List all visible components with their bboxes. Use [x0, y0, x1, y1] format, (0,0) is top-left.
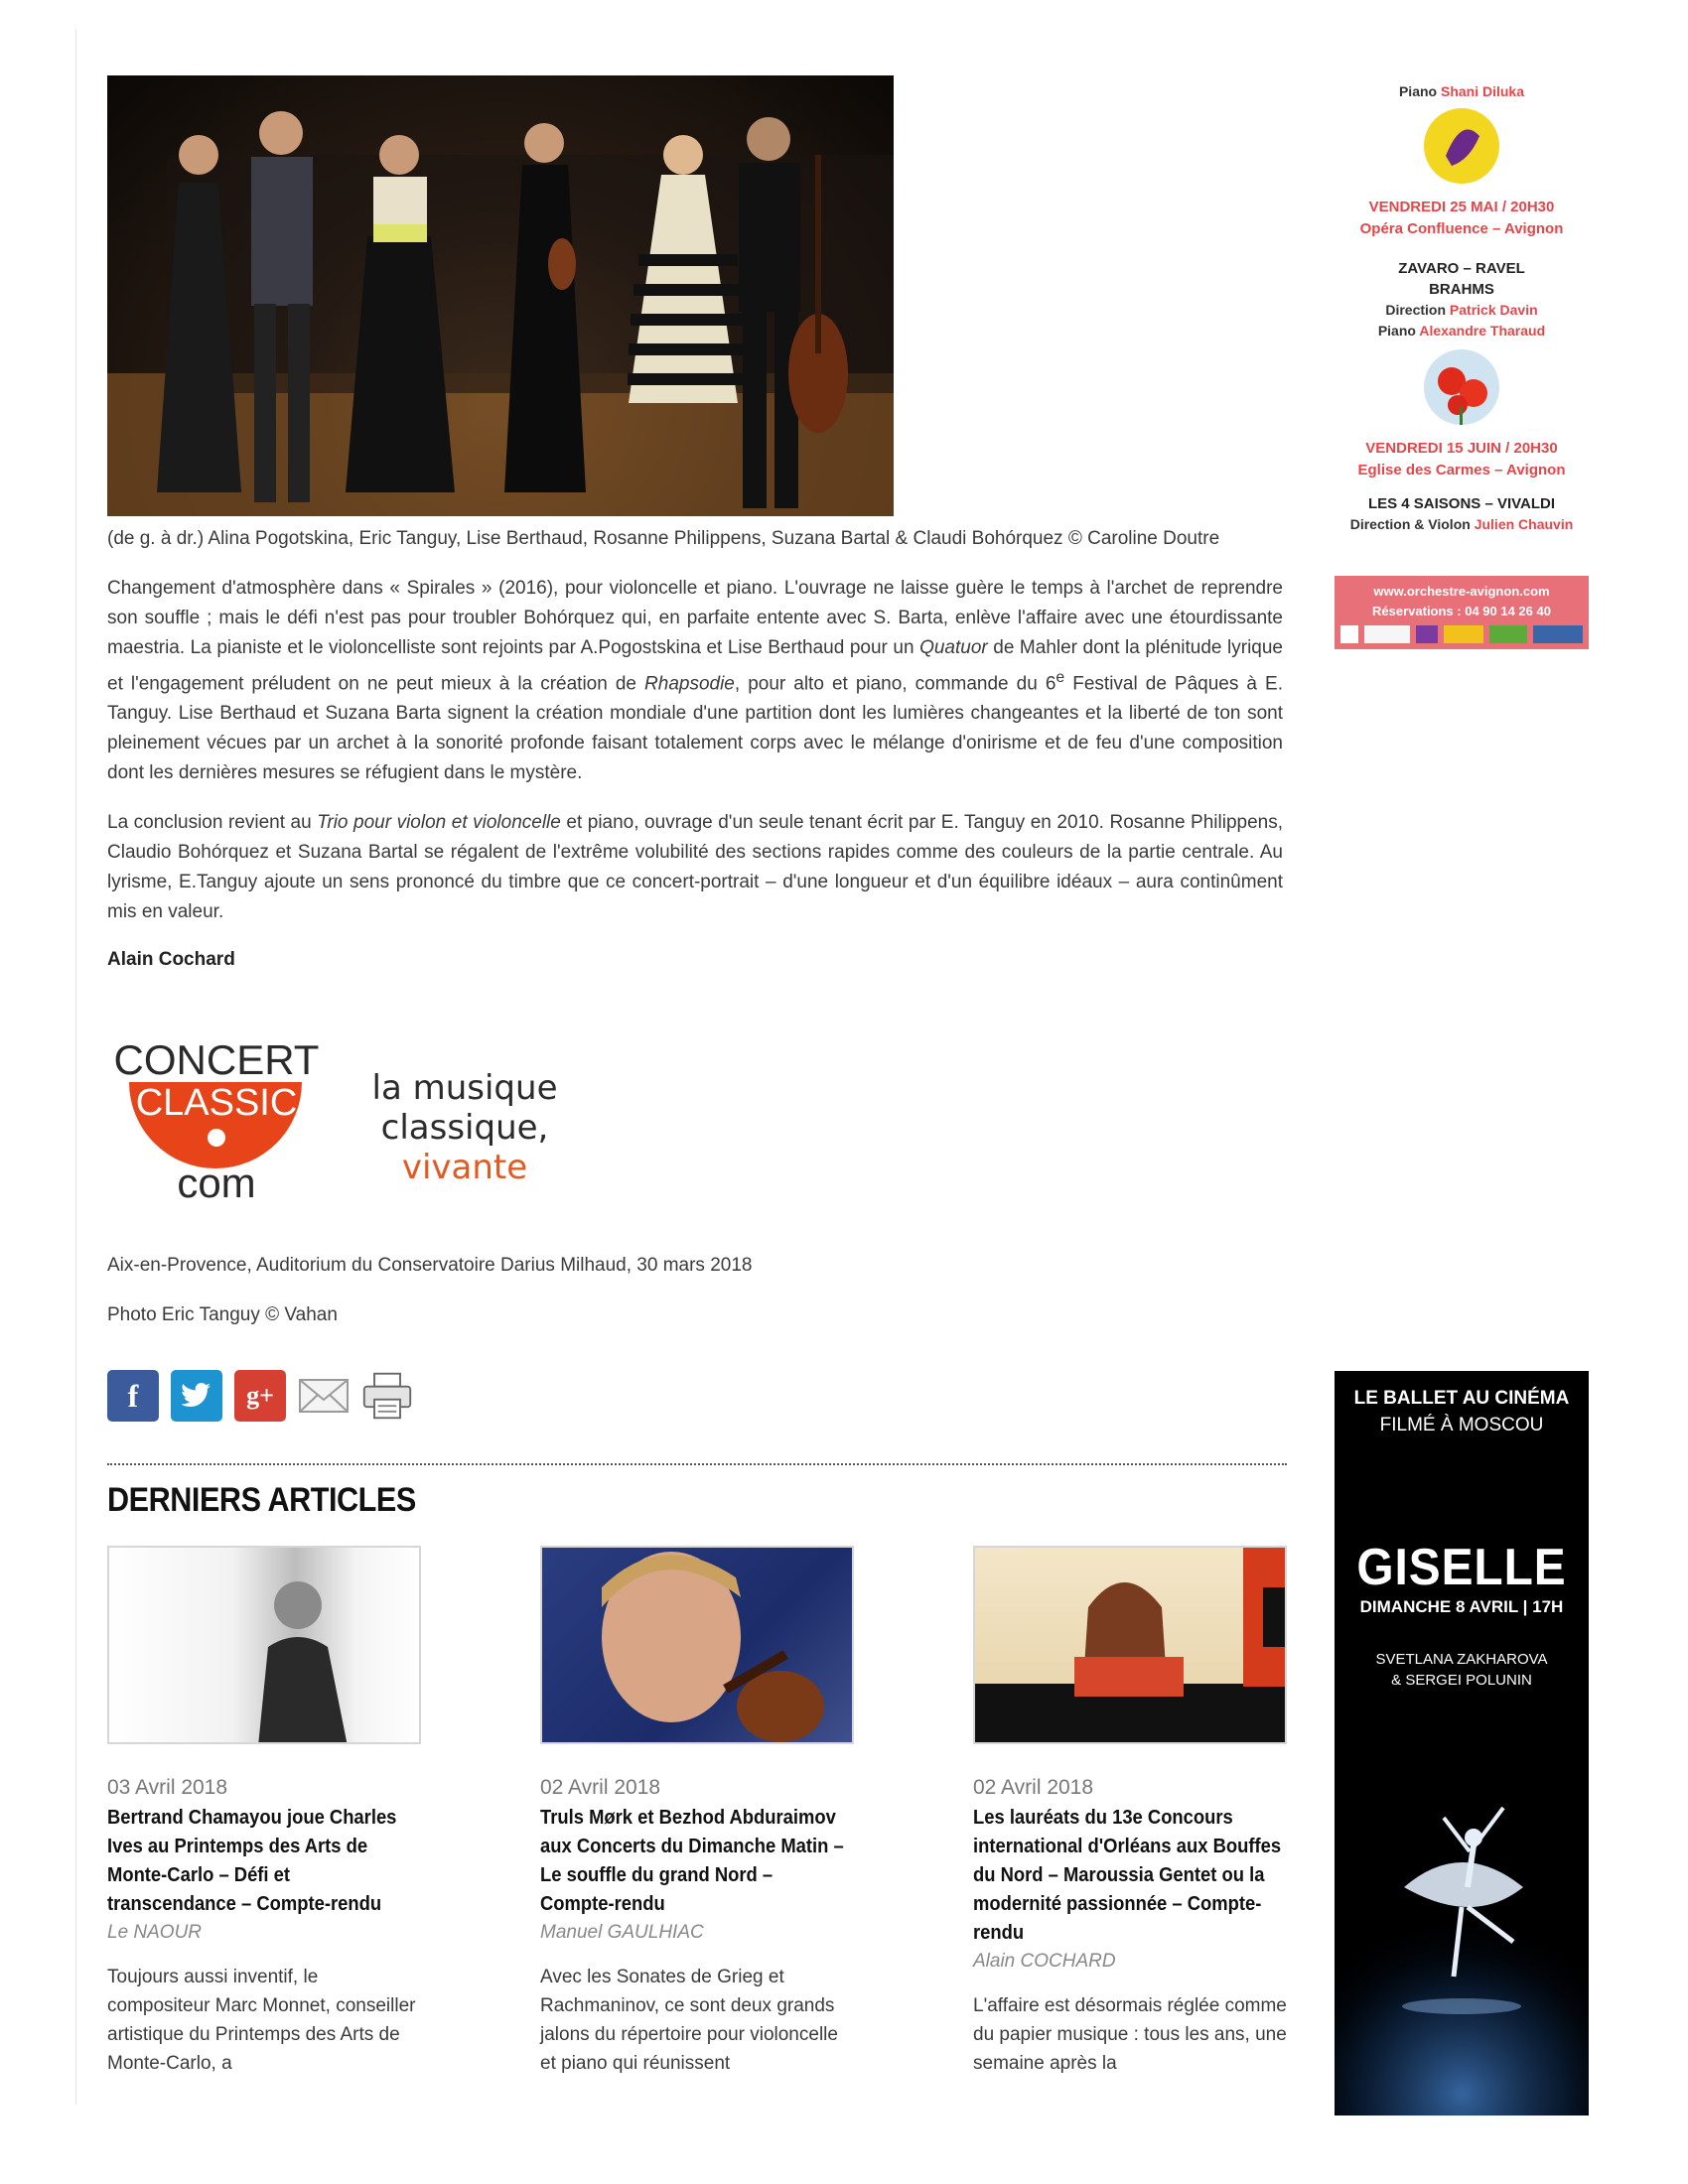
- facebook-share-button[interactable]: [107, 1370, 159, 1422]
- ad-booking-phone: Réservations : 04 90 14 26 40: [1372, 604, 1551, 618]
- article-title-link[interactable]: Truls Mørk et Bezhod Abduraimov aux Concerts du Dimanche Matin – Le souffle du grand Nord – Compte-rendu: [540, 1807, 844, 1916]
- ad-event-place: Eglise des Carmes – Avignon: [1357, 462, 1566, 478]
- ad-direction-credit: Direction Patrick Davin: [1385, 302, 1538, 318]
- logo-tagline: la musique classique, vivante: [371, 1068, 558, 1188]
- ballet-ad-title: GISELLE: [1356, 1539, 1567, 1596]
- article-title-link[interactable]: Les lauréats du 13e Concours international d'Orléans aux Bouffes du Nord – Maroussia Gentet ou la modernité passionnée – Compte-rendu: [973, 1807, 1282, 1945]
- twitter-share-button[interactable]: [171, 1370, 222, 1422]
- article-thumbnail[interactable]: [540, 1546, 854, 1744]
- article-title-link[interactable]: Bertrand Chamayou joue Charles Ives au Printemps des Arts de Monte-Carlo – Défi et transcendance – Compte-rendu: [107, 1807, 397, 1916]
- article-hero-photo: [107, 75, 894, 516]
- ballet-ad-date: DIMANCHE 8 AVRIL | 17H: [1359, 1597, 1564, 1616]
- latest-articles-list: [107, 1546, 1287, 2078]
- share-bar: [107, 1366, 1283, 1426]
- ad-piano-credit: Piano Alexandre Tharaud: [1377, 323, 1546, 339]
- article-main: [107, 75, 1287, 2078]
- article-excerpt: L'affaire est désormais réglée comme du papier musique : tous les ans, une semaine après la: [973, 1995, 1287, 2075]
- googleplus-icon: g+: [246, 1381, 274, 1411]
- twitter-icon: [181, 1382, 212, 1410]
- section-separator: [107, 1463, 1287, 1465]
- ad-website[interactable]: www.orchestre-avignon.com: [1373, 584, 1550, 599]
- facebook-icon: f: [127, 1377, 139, 1414]
- svg-text:com: com: [177, 1160, 256, 1207]
- article-date: 02 Avril 2018: [540, 1776, 661, 1800]
- ad-direction-violin-credit: Direction & Violon Julien Chauvin: [1349, 516, 1574, 532]
- left-divider: [75, 30, 76, 2105]
- article-card[interactable]: [540, 1546, 854, 2078]
- ad-event-title: BRAHMS: [1429, 281, 1494, 298]
- svg-text:CLASSIC: CLASSIC: [135, 1082, 298, 1125]
- article-thumbnail[interactable]: [973, 1546, 1287, 1744]
- ballerina-illustration: [1335, 1371, 1589, 2116]
- article-author: Le NAOUR: [107, 1922, 203, 1944]
- ad-flower-icon: [1335, 106, 1589, 191]
- article-date: 02 Avril 2018: [973, 1776, 1094, 1800]
- article-paragraph-1: Changement d'atmosphère dans « Spirales » (2016), pour violoncelle et piano. L'ouvrage ne laisse guère le temps à l'archet de reprendre son souffle ; mais le défi n'est pas pour troubler Bohórquez qui, en parfaite entente avec S. Barta, enlève l'affaire avec une étourdissante maestria. La pianiste et le violoncelliste sont rejoints par A.Pogostskina et Lise Berthaud pour un Quatuor de Mahler dont la plénitude lyrique et l'engagement préludent on ne peut mieux à la création de Rhapsodie, pour alto et piano, commande du 6e Festival de Pâques à E. Tanguy. Lise Berthaud et Suzana Barta signent la création mondiale d'une partition dont les lumières changeantes et la liberté de ton sont pleinement vécues par un archet à la sonorité profonde faisant totalement corps avec le mélange d'onirisme et de feu d'une composition dont les dernières mesures se réfugient dans le mystère.: [107, 578, 1283, 784]
- ad-event-title: LES 4 SAISONS – VIVALDI: [1367, 495, 1556, 512]
- ad-event-place: Opéra Confluence – Avignon: [1359, 220, 1564, 237]
- print-button[interactable]: [361, 1370, 413, 1422]
- photo-caption: (de g. à dr.) Alina Pogotskina, Eric Tanguy, Lise Berthaud, Rosanne Philippens, Suzana Bartal & Claudi Bohórquez © Caroline Doutre: [107, 528, 1220, 549]
- ad-event-date: VENDREDI 25 MAI / 20H30: [1368, 199, 1555, 215]
- svg-text:CONCERT: CONCERT: [113, 1036, 320, 1084]
- article-card[interactable]: [107, 1546, 421, 2078]
- ad-contact-banner[interactable]: [1335, 576, 1589, 649]
- printer-icon: [361, 1370, 413, 1422]
- article-paragraph-2: La conclusion revient au Trio pour violon et violoncelle et piano, ouvrage d'un seule tenant écrit par E. Tanguy en 2010. Rosanne Philippens, Claudio Bohórquez et Suzana Bartal se régalent de l'extrême volubilité des sections rapides comme des couleurs de la partie centrale. Au lyrisme, E.Tanguy ajoute un sens prononcé du timbre que ce concert-portrait – d'une longueur et d'un équilibre idéaux – aura continûment mis en valeur.: [107, 812, 1284, 923]
- article-card[interactable]: [973, 1546, 1287, 2078]
- article-excerpt: Toujours aussi inventif, le compositeur Marc Monnet, conseiller artistique du Printemps des Arts de Monte-Carlo, a: [107, 1967, 416, 2075]
- article-author: Manuel GAULHIAC: [540, 1922, 704, 1944]
- article-date: 03 Avril 2018: [107, 1776, 228, 1800]
- article-author: Alain Cochard: [107, 949, 235, 971]
- ballet-ad-heading: LE BALLET AU CINÉMA FILMÉ À MOSCOU: [1353, 1388, 1570, 1435]
- latest-articles-heading: DERNIERS ARTICLES: [107, 1481, 416, 1520]
- ad-sponsor-logos: [1335, 625, 1589, 643]
- concert-venue: Aix-en-Provence, Auditorium du Conservatoire Darius Milhaud, 30 mars 2018: [107, 1255, 753, 1277]
- email-share-button[interactable]: [298, 1370, 350, 1422]
- orchestre-avignon-ad[interactable]: [1335, 75, 1589, 651]
- ad-poppy-icon: [1335, 347, 1589, 432]
- article-thumbnail[interactable]: [107, 1546, 421, 1744]
- photo-credit: Photo Eric Tanguy © Vahan: [107, 1304, 338, 1326]
- giselle-ballet-ad[interactable]: [1335, 1371, 1589, 2116]
- googleplus-share-button[interactable]: [234, 1370, 286, 1422]
- article-author: Alain COCHARD: [973, 1951, 1116, 1973]
- envelope-icon: [298, 1376, 350, 1416]
- ad-piano-credit: Piano Shani Diluka: [1398, 83, 1525, 99]
- ad-event-title: ZAVARO – RAVEL: [1398, 260, 1525, 277]
- concertclassic-logo[interactable]: [107, 1030, 1283, 1209]
- article-excerpt: Avec les Sonates de Grieg et Rachmaninov, ce sont deux grands jalons du répertoire pour violoncelle et piano qui réunissent: [540, 1967, 838, 2075]
- ad-event-date: VENDREDI 15 JUIN / 20H30: [1365, 440, 1558, 457]
- ballet-ad-cast: SVETLANA ZAKHAROVA & SERGEI POLUNIN: [1375, 1651, 1548, 1689]
